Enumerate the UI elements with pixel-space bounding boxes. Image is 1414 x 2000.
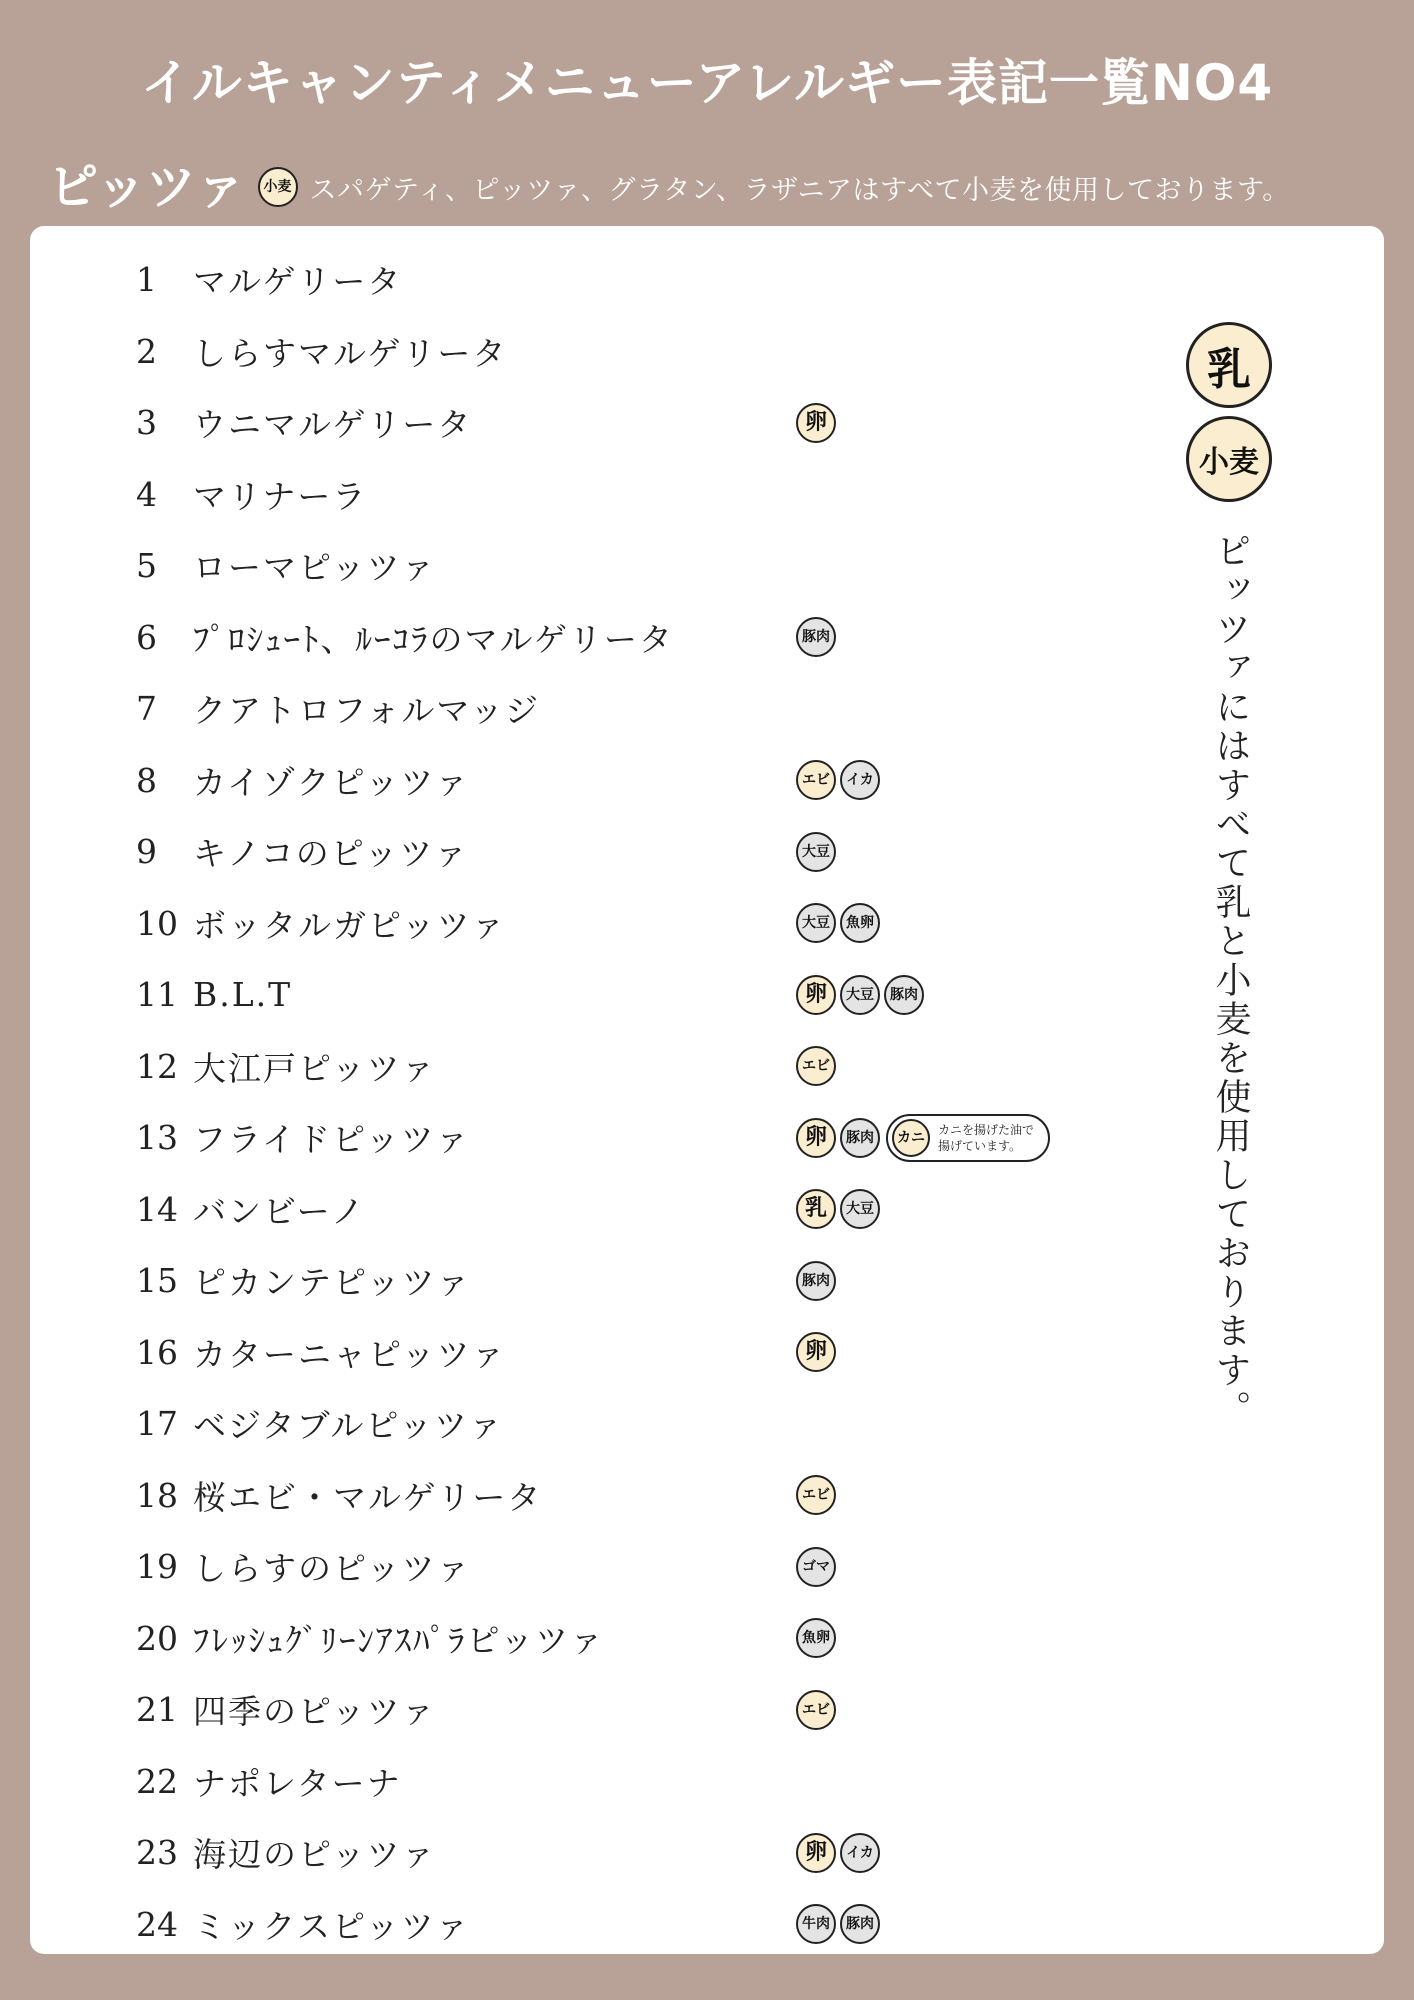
allergen-note-line: カニを揚げた油で bbox=[938, 1122, 1035, 1137]
menu-item-number: 13 bbox=[136, 1118, 178, 1158]
allergen-badge: 大豆 bbox=[840, 1189, 880, 1229]
menu-item-name: 桜エビ・マルゲリータ bbox=[193, 1477, 543, 1517]
allergen-badge: ゴマ bbox=[796, 1547, 836, 1587]
allergen-badge: 大豆 bbox=[840, 975, 880, 1015]
allergen-badge: 豚肉 bbox=[884, 975, 924, 1015]
allergen-list bbox=[796, 832, 836, 872]
menu-item-name: ピカンテピッツァ bbox=[193, 1263, 472, 1303]
menu-item-name: しらすのピッツァ bbox=[193, 1549, 472, 1589]
menu-item-name: マルゲリータ bbox=[193, 262, 403, 302]
menu-item-number: 4 bbox=[136, 474, 157, 514]
menu-item-name: しらすマルゲリータ bbox=[193, 333, 508, 373]
menu-item-number: 2 bbox=[136, 331, 157, 371]
menu-item-row bbox=[30, 959, 1384, 1031]
menu-item-number: 1 bbox=[136, 260, 157, 300]
menu-item-name: カターニャピッツァ bbox=[193, 1334, 507, 1374]
allergen-badge: 卵 bbox=[796, 1332, 836, 1372]
allergen-list bbox=[796, 760, 880, 800]
menu-item-row bbox=[30, 1817, 1384, 1889]
allergen-list bbox=[796, 975, 924, 1015]
menu-item-name: 大江戸ピッツァ bbox=[193, 1048, 437, 1088]
allergen-list bbox=[796, 1189, 880, 1229]
menu-item-name: ボッタルガピッツァ bbox=[193, 905, 507, 945]
menu-item-row bbox=[30, 1174, 1384, 1246]
allergen-list bbox=[796, 1114, 1050, 1162]
allergen-badge: 卵 bbox=[796, 1118, 836, 1158]
menu-item-name: フライドピッツァ bbox=[193, 1120, 471, 1160]
allergen-badge: 卵 bbox=[796, 403, 836, 443]
menu-item-name: ミックスピッツァ bbox=[193, 1906, 471, 1946]
menu-item-row bbox=[30, 816, 1384, 888]
menu-item-row bbox=[30, 1746, 1384, 1818]
menu-item-row bbox=[30, 1031, 1384, 1103]
menu-item-row bbox=[30, 1531, 1384, 1603]
menu-item-number: 21 bbox=[136, 1690, 178, 1730]
allergen-badge: 魚卵 bbox=[796, 1618, 836, 1658]
menu-item-number: 18 bbox=[136, 1475, 178, 1515]
section-name: ピッツァ bbox=[48, 158, 246, 216]
menu-item-row bbox=[30, 1317, 1384, 1389]
vertical-note: ピッツァにはすべて乳と小麦を使用しております。 bbox=[1210, 532, 1251, 1429]
milk-legend-badge: 乳 bbox=[1186, 322, 1272, 408]
allergen-badge: 豚肉 bbox=[840, 1904, 880, 1944]
menu-item-row bbox=[30, 1674, 1384, 1746]
menu-list bbox=[30, 244, 1384, 1960]
menu-item-number: 5 bbox=[136, 546, 157, 586]
menu-item-number: 9 bbox=[136, 832, 157, 872]
menu-item-number: 16 bbox=[136, 1332, 178, 1372]
allergen-badge: 牛肉 bbox=[796, 1904, 836, 1944]
menu-item-number: 24 bbox=[136, 1904, 178, 1944]
menu-item-number: 6 bbox=[136, 617, 157, 657]
menu-item-row bbox=[30, 888, 1384, 960]
menu-item-number: 3 bbox=[136, 403, 157, 443]
allergen-list bbox=[796, 403, 836, 443]
section-header bbox=[48, 152, 1408, 222]
allergen-badge: 豚肉 bbox=[840, 1118, 880, 1158]
wheat-allergen-badge: 小麦 bbox=[258, 167, 298, 207]
menu-item-row bbox=[30, 387, 1384, 459]
menu-item-name: ローマピッツァ bbox=[193, 548, 437, 588]
allergen-list bbox=[796, 1618, 836, 1658]
menu-item-number: 7 bbox=[136, 689, 157, 729]
menu-item-row bbox=[30, 602, 1384, 674]
menu-item-name: クアトロフォルマッジ bbox=[193, 691, 541, 731]
allergen-badge: 大豆 bbox=[796, 903, 836, 943]
menu-item-number: 19 bbox=[136, 1547, 178, 1587]
menu-item-row bbox=[30, 244, 1384, 316]
allergen-badge: 乳 bbox=[796, 1189, 836, 1229]
menu-item-row bbox=[30, 745, 1384, 817]
allergen-badge: 豚肉 bbox=[796, 1261, 836, 1301]
menu-item-row bbox=[30, 1102, 1384, 1174]
menu-item-name: ベジタブルピッツァ bbox=[193, 1406, 504, 1446]
allergen-list bbox=[796, 1547, 836, 1587]
menu-item-name: ウニマルゲリータ bbox=[193, 405, 473, 445]
allergen-badge: イカ bbox=[840, 760, 880, 800]
allergen-badge: 魚卵 bbox=[840, 903, 880, 943]
allergen-note-line: 揚げています。 bbox=[938, 1138, 1022, 1153]
allergen-badge: 卵 bbox=[796, 975, 836, 1015]
allergen-list bbox=[796, 617, 836, 657]
menu-item-name: カイゾクピッツァ bbox=[193, 762, 471, 802]
menu-item-row bbox=[30, 1603, 1384, 1675]
allergen-badge: エビ bbox=[796, 1690, 836, 1730]
allergen-list bbox=[796, 1904, 880, 1944]
allergen-note-pill bbox=[886, 1114, 1050, 1162]
menu-item-name: 海辺のピッツァ bbox=[193, 1835, 437, 1875]
menu-item-number: 12 bbox=[136, 1046, 178, 1086]
menu-item-number: 23 bbox=[136, 1833, 178, 1873]
wheat-legend-badge: 小麦 bbox=[1186, 416, 1272, 502]
menu-item-number: 11 bbox=[136, 975, 178, 1015]
allergen-badge: 卵 bbox=[796, 1833, 836, 1873]
menu-item-row bbox=[30, 1889, 1384, 1961]
menu-item-number: 15 bbox=[136, 1261, 178, 1301]
allergen-list bbox=[796, 1046, 836, 1086]
menu-item-row bbox=[30, 1245, 1384, 1317]
menu-item-name: ﾌﾚｯｼｭｸﾞﾘｰﾝｱｽﾊﾟﾗピッツァ bbox=[193, 1620, 605, 1660]
allergen-list bbox=[796, 903, 880, 943]
menu-item-name: ナポレターナ bbox=[193, 1763, 402, 1803]
menu-item-row bbox=[30, 1460, 1384, 1532]
page-title: イルキャンティメニューアレルギー表記一覧NO4 bbox=[140, 54, 1274, 112]
menu-item-number: 14 bbox=[136, 1189, 178, 1229]
menu-item-row bbox=[30, 316, 1384, 388]
menu-item-number: 22 bbox=[136, 1761, 178, 1801]
menu-item-name: マリナーラ bbox=[193, 476, 368, 516]
menu-item-row bbox=[30, 673, 1384, 745]
menu-item-row bbox=[30, 1388, 1384, 1460]
allergen-badge: イカ bbox=[840, 1833, 880, 1873]
menu-item-name: B.L.T bbox=[193, 975, 293, 1015]
allergen-list bbox=[796, 1261, 836, 1301]
allergen-list bbox=[796, 1475, 836, 1515]
section-note: スパゲティ、ピッツァ、グラタン、ラザニアはすべて小麦を使用しております。 bbox=[309, 174, 1290, 206]
allergen-list bbox=[796, 1833, 880, 1873]
menu-item-name: バンビーノ bbox=[193, 1191, 367, 1231]
allergen-badge: エビ bbox=[796, 1475, 836, 1515]
allergen-badge: 豚肉 bbox=[796, 617, 836, 657]
menu-item-number: 20 bbox=[136, 1618, 178, 1658]
crab-allergen-badge: カニ bbox=[892, 1119, 930, 1157]
menu-item-row bbox=[30, 459, 1384, 531]
menu-item-number: 8 bbox=[136, 760, 157, 800]
menu-item-row bbox=[30, 530, 1384, 602]
allergen-badge: エビ bbox=[796, 1046, 836, 1086]
menu-item-number: 17 bbox=[136, 1404, 178, 1444]
menu-panel bbox=[30, 226, 1384, 1954]
allergen-list bbox=[796, 1690, 836, 1730]
allergen-list bbox=[796, 1332, 836, 1372]
allergen-note-text bbox=[938, 1122, 1034, 1154]
menu-item-name: 四季のピッツァ bbox=[193, 1692, 437, 1732]
menu-item-name: ﾌﾟﾛｼｭｰﾄ、ﾙｰｺﾗのマルゲリータ bbox=[193, 619, 674, 659]
menu-item-number: 10 bbox=[136, 903, 178, 943]
allergen-badge: エビ bbox=[796, 760, 836, 800]
menu-item-name: キノコのピッツァ bbox=[193, 834, 470, 874]
allergen-badge: 大豆 bbox=[796, 832, 836, 872]
